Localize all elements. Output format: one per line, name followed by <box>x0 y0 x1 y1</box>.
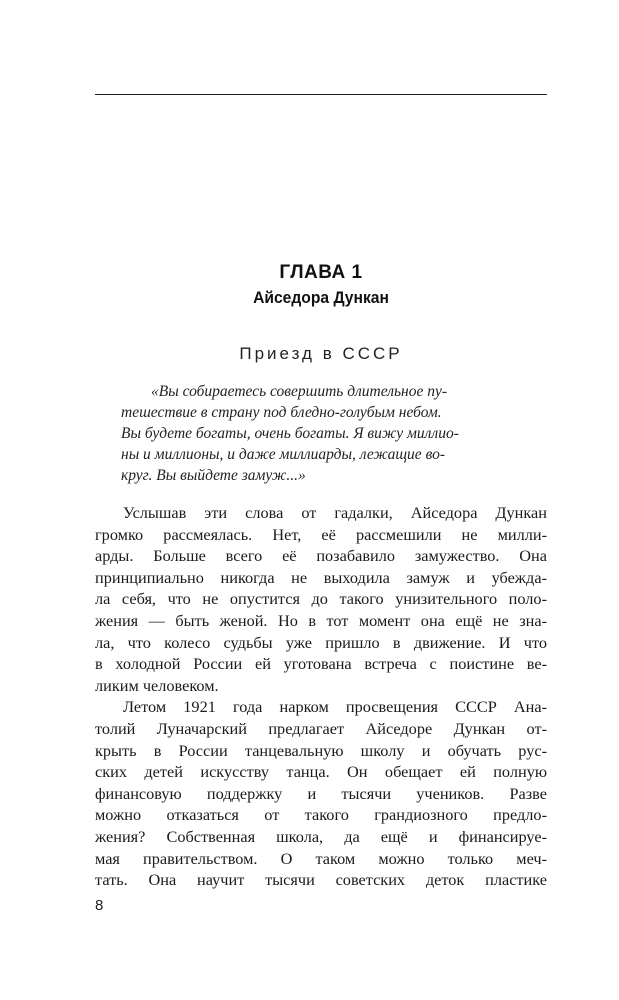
section-title: Приезд в СССР <box>239 344 403 363</box>
body-text <box>95 502 547 891</box>
paragraph-line: громко рассмеялась. Нет, её рассмешили не милли- <box>95 524 547 544</box>
epigraph-line: круг. Вы выйдете замуж...» <box>121 467 306 484</box>
paragraph-line: ских детей искусству танца. Он обещает ей полную <box>95 762 547 782</box>
paragraph-line: арды. Больше всего её позабавило замужество. Она <box>95 546 547 566</box>
paragraph-line: ликим человеком. <box>95 675 219 695</box>
page-number: 8 <box>95 897 104 914</box>
chapter-title: Айседора Дункан <box>253 288 389 307</box>
paragraph-line: Услышав эти слова от гадалки, Айседора Дункан <box>123 503 547 522</box>
paragraph-line: Летом 1921 года нарком просвещения СССР Ана- <box>123 697 547 717</box>
paragraph-line: жения — быть женой. Но в тот момент она ещё не зна- <box>95 610 547 630</box>
epigraph-line: тешествие в страну под бледно-голубым небом. <box>121 404 442 421</box>
paragraph-line: жения? Собственная школа, да ещё и финансируе- <box>95 826 547 846</box>
epigraph-line: «Вы собираетесь совершить длительное пу- <box>151 383 448 400</box>
paragraph-line: мая правительством. О таком можно только меч- <box>95 848 547 868</box>
paragraph-line: принципиально никогда не выходила замуж и убежда- <box>95 567 547 587</box>
paragraph-line: ла, что колесо судьбы уже пришло в движение. И что <box>95 632 547 652</box>
paragraph-line: можно отказаться от такого грандиозного предло- <box>95 805 547 825</box>
epigraph <box>121 381 549 486</box>
paragraph-line: финансовую поддержку и тысячи учеников. Разве <box>95 783 547 803</box>
paragraph-line: в холодной России ей уготована встреча с поистине ве- <box>95 654 547 674</box>
epigraph-line: Вы будете богаты, очень богаты. Я вижу миллио- <box>121 425 459 442</box>
paragraph-line: тать. Она научит тысячи советских деток пластике <box>95 870 547 890</box>
chapter-number: ГЛАВА 1 <box>279 262 363 283</box>
top-rule <box>95 94 547 95</box>
paragraph-line: ла себя, что не опустится до такого унизительного поло- <box>95 589 547 609</box>
paragraph-line: крыть в России танцевальную школу и обучать рус- <box>95 740 547 760</box>
epigraph-line: ны и миллионы, и даже миллиарды, лежащие во- <box>121 446 446 463</box>
paragraph-line: толий Луначарский предлагает Айседоре Дункан от- <box>95 718 547 738</box>
